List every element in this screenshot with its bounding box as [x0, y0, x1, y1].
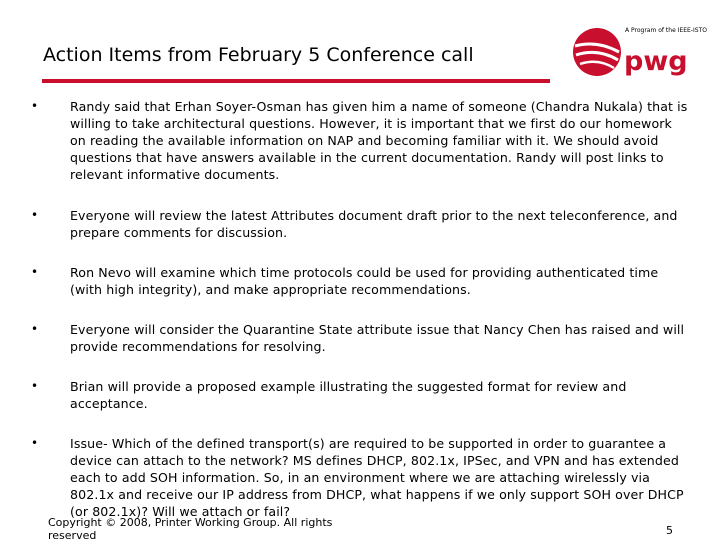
- bullet-icon: •: [31, 379, 39, 393]
- list-item-text: Issue- Which of the defined transport(s) are required to be supported in order to guarantee a device can attach to the network? MS defines DHCP, 802.1x, IPSec, and VPN and has extended each to add SOH information. So, in an environment where we are attaching wirelessly via 802.1x and receive our IP address from DHCP, what happens if we only support SOH over DHCP (or 802.1x)? Will we attach or fail?: [70, 436, 684, 519]
- list-item: [30, 435, 690, 520]
- list-item: [30, 207, 690, 241]
- slide-title: Action Items from February 5 Conference call: [43, 44, 474, 66]
- list-item-text: Ron Nevo will examine which time protocols could be used for providing authenticated time (with high integrity), and make appropriate recommendations.: [70, 265, 659, 297]
- list-item: [30, 321, 690, 355]
- copyright-notice: Copyright © 2008, Printer Working Group. All rights reserved: [48, 516, 333, 542]
- bullet-icon: •: [31, 265, 39, 279]
- list-item: [30, 264, 690, 298]
- bullet-icon: •: [31, 436, 39, 450]
- bullet-icon: •: [31, 322, 39, 336]
- list-item-text: Randy said that Erhan Soyer-Osman has given him a name of someone (Chandra Nukala) that is willing to take architectural questions. However, it is important that we first do our homework on reading the available information on NAP and becoming familiar with it. We should avoid questions that have answers available in the current documentation. Randy will post links to relevant informative documents.: [70, 99, 688, 182]
- list-item: [30, 98, 690, 183]
- action-items-list: [30, 98, 690, 520]
- page-number: 5: [666, 524, 673, 537]
- title-underline: [42, 79, 550, 83]
- list-item-text: Brian will provide a proposed example illustrating the suggested format for review and acceptance.: [70, 379, 627, 411]
- logo-wordmark: pwg: [624, 46, 688, 77]
- list-item-text: Everyone will consider the Quarantine State attribute issue that Nancy Chen has raised and will provide recommendations for resolving.: [70, 322, 685, 354]
- list-item: [30, 378, 690, 412]
- bullet-icon: •: [31, 99, 39, 113]
- logo-tagline: A Program of the IEEE-ISTO: [625, 27, 707, 34]
- list-item-text: Everyone will review the latest Attributes document draft prior to the next teleconference, and prepare comments for discussion.: [70, 208, 678, 240]
- bullet-icon: •: [31, 208, 39, 222]
